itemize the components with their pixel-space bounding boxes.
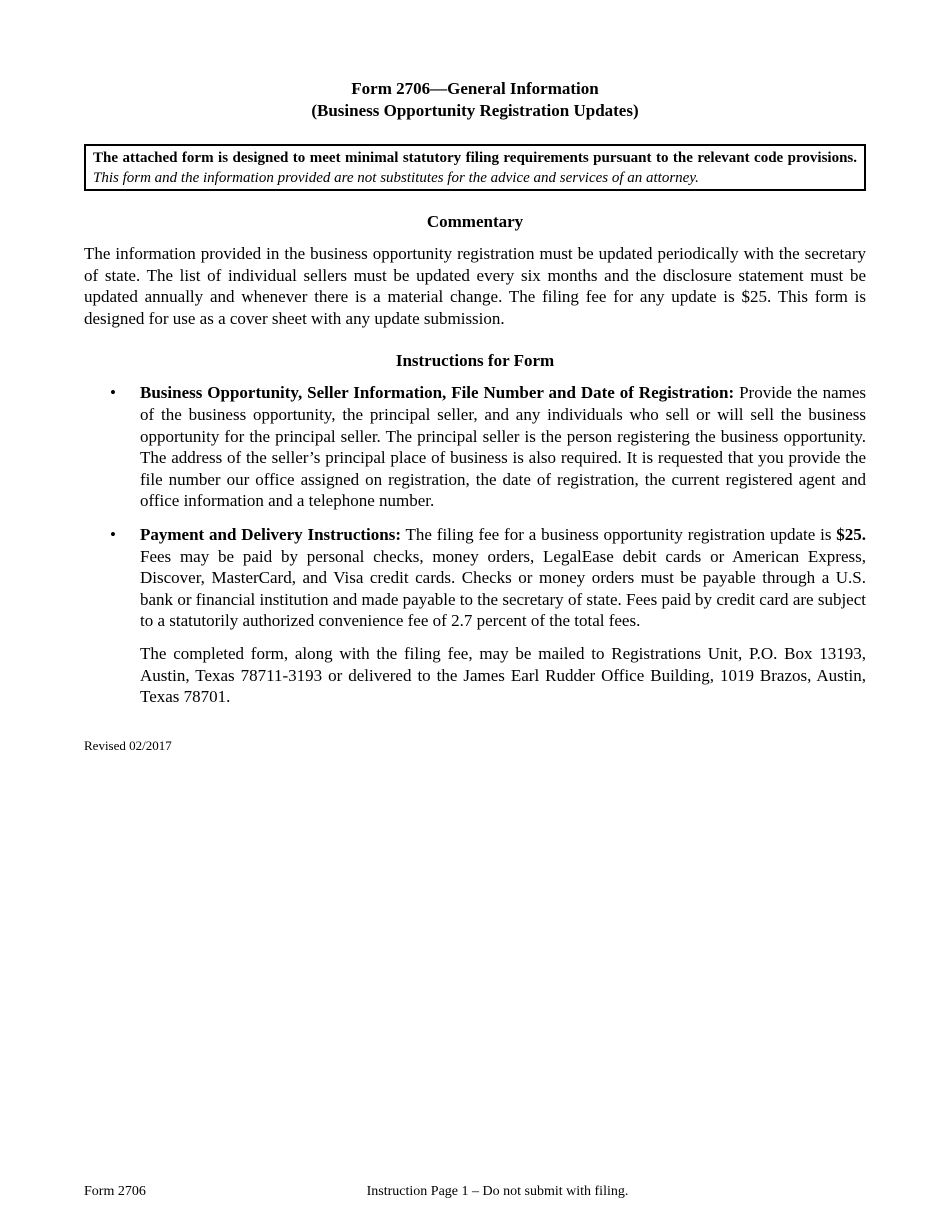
list-item xyxy=(84,524,866,632)
footer-page-note: Instruction Page 1 – Do not submit with filing. xyxy=(366,1184,629,1199)
instructions-list xyxy=(84,382,866,632)
form-title: Form 2706—General Information xyxy=(351,79,599,98)
document-page xyxy=(84,78,866,754)
item-text: The filing fee for a business opportunity registration update is xyxy=(401,524,837,544)
bullet-icon: • xyxy=(110,524,116,544)
notice-box xyxy=(84,144,866,191)
commentary-heading: Commentary xyxy=(426,212,524,231)
revised-date: Revised 02/2017 xyxy=(84,737,172,753)
commentary-body: The information provided in the business opportunity registration must be updated periodically with the secretary of state. The list of individual sellers must be updated every six months and the disclosure statement must be updated annually and whenever there is a material change. The filing fee for any update is $25. This form is designed for use as a cover sheet with any update submission. xyxy=(84,244,866,328)
item-lead: Business Opportunity, Seller Information, File Number and Date of Registration: xyxy=(140,383,735,403)
item-text: Provide the names of the business opportunity, the principal seller, and any individuals who sell or will sell the business opportunity for the principal seller. The principal seller is the person registering the business opportunity. The address of the seller’s principal place of business is also required. It is requested that you provide the file number our office assigned on registration, the date of registration, the current registered agent and office information and a telephone number. xyxy=(140,383,866,511)
list-item xyxy=(84,382,866,512)
bullet-icon: • xyxy=(110,383,116,403)
item-lead: Payment and Delivery Instructions: xyxy=(140,524,401,544)
item-text: Fees may be paid by personal checks, money orders, LegalEase debit cards or American Express, Discover, MasterCard, and Visa credit cards. Checks or money orders must be payable through a U.S. bank or financial institution and made payable to the secretary of state. Fees paid by credit card are subject to a statutorily authorized convenience fee of 2.7 percent of the total fees. xyxy=(140,546,866,631)
footer-form-number: Form 2706 xyxy=(84,1184,146,1199)
form-subtitle: (Business Opportunity Registration Updates) xyxy=(311,101,639,120)
notice-bold-text: The attached form is designed to meet minimal statutory filing requirements pursuant to the relevant code provisions. xyxy=(93,150,857,166)
instructions-heading: Instructions for Form xyxy=(395,351,555,371)
mailing-paragraph: The completed form, along with the filing fee, may be mailed to Registrations Unit, P.O. Box 13193, Austin, Texas 78711-3193 or delivered to the James Earl Rudder Office Building, 1019 Brazos, Austin, Texas 78701. xyxy=(140,643,866,707)
notice-italic-text: This form and the information provided are not substitutes for the advice and services of an attorney. xyxy=(93,170,699,186)
fee-amount: $25. xyxy=(836,524,867,544)
